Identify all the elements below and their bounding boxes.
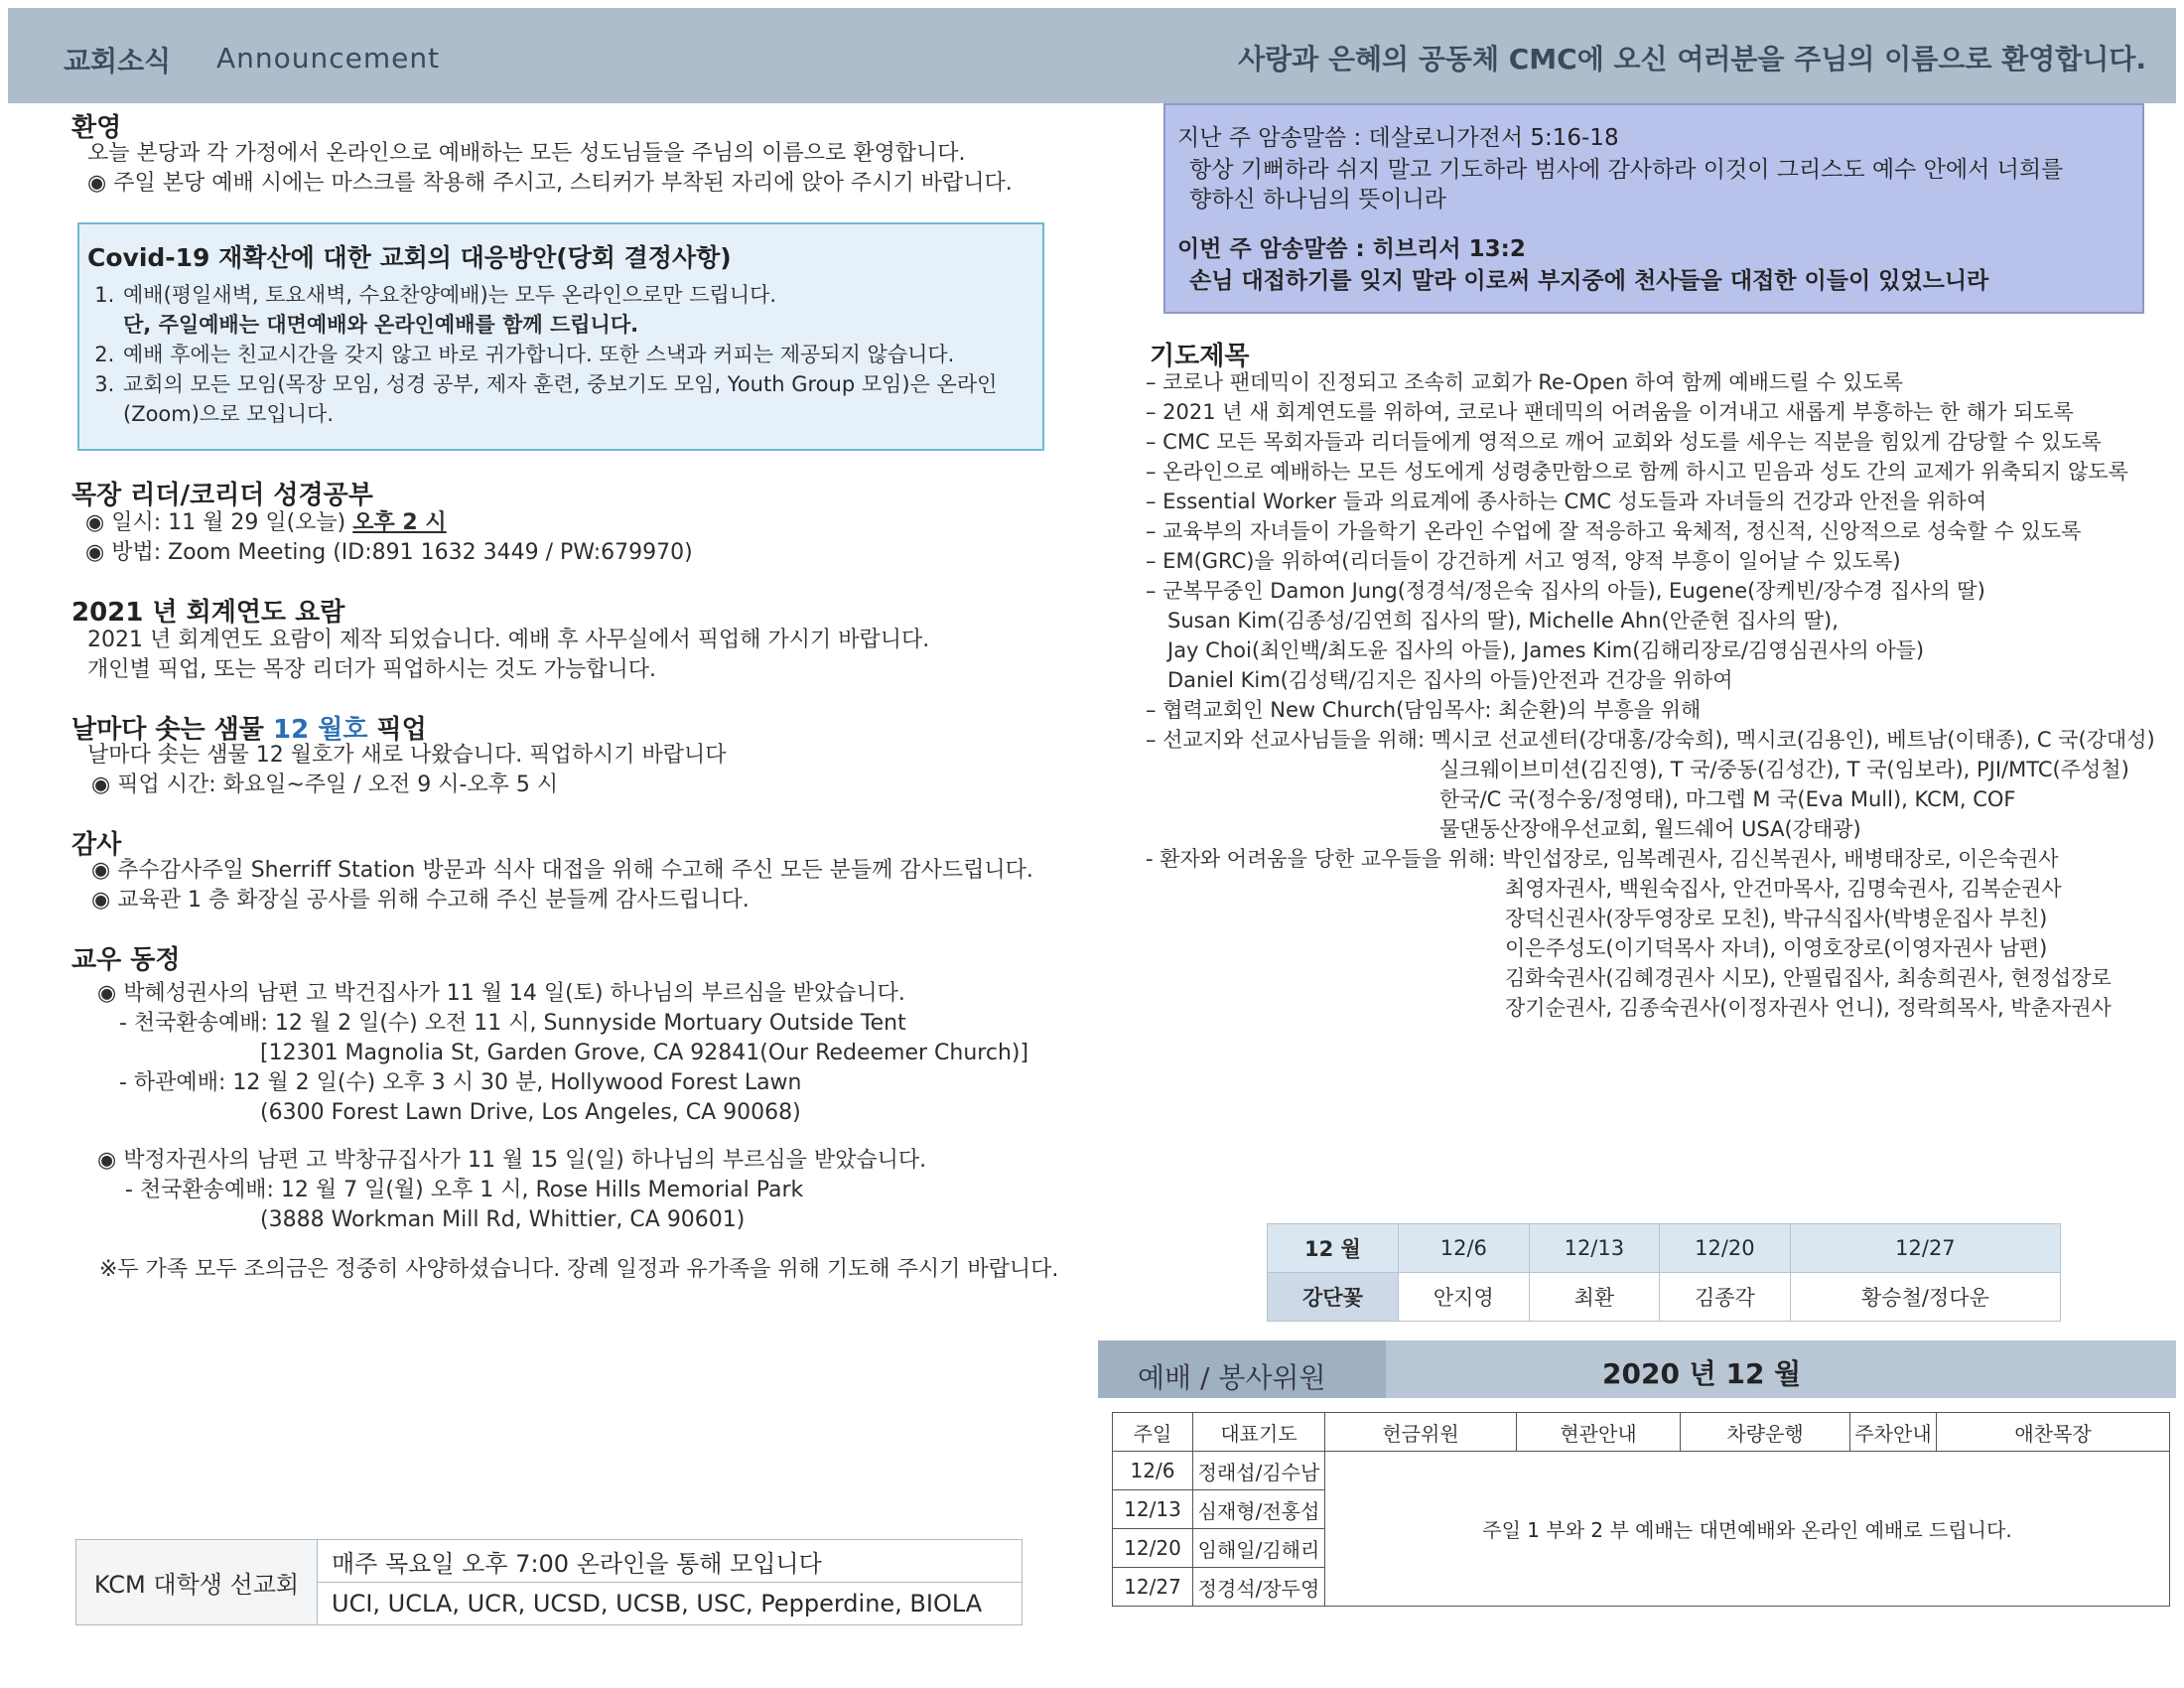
- service-prayer: 임해일/김해리: [1193, 1529, 1325, 1568]
- prayer-item: Susan Kim(김종성/김연희 집사의 딸), Michelle Ahn(안준현 집사의 딸),: [1167, 609, 1839, 633]
- prayer-item: – Essential Worker 들과 의료계에 종사하는 CMC 성도들과 자녀들의 건강과 안전을 위하여: [1146, 490, 1987, 513]
- memory-verse-box: [1163, 103, 2144, 314]
- news-a-3: [12301 Magnolia St, Garden Grove, CA 92841(Our Redeemer Church)]: [260, 1041, 1029, 1065]
- kcm-table: [75, 1539, 1023, 1625]
- service-header: 주일: [1113, 1413, 1193, 1452]
- kcm-row-2: UCI, UCLA, UCR, UCSD, UCSB, USC, Pepperdine, BIOLA: [318, 1583, 1023, 1625]
- flowers-date: 12/13: [1529, 1224, 1659, 1273]
- thanks-title: 감사: [71, 830, 122, 860]
- spring-title: 날마다 솟는 샘물 12 월호 픽업: [71, 715, 427, 745]
- service-date: 12/6: [1113, 1452, 1193, 1490]
- altar-flowers-table: [1267, 1223, 2061, 1322]
- leader-study-time: 오후 2 시: [352, 510, 447, 535]
- prayer-item: 최영자권사, 백원숙집사, 안건마목사, 김명숙권사, 김복순권사: [1505, 877, 2062, 901]
- covid-item-1-bold: 단, 주일예배는 대면예배와 온라인예배를 함께 드립니다.: [123, 313, 639, 337]
- prayer-list: [1146, 367, 2155, 1023]
- prayer-title: 기도제목: [1150, 342, 1250, 371]
- service-note: 주일 1 부와 2 부 예배는 대면예배와 온라인 예배로 드립니다.: [1325, 1452, 2170, 1607]
- kcm-row-1: 매주 목요일 오후 7:00 온라인을 통해 모입니다: [318, 1540, 1023, 1583]
- spring-line-2: ◉ 픽업 시간: 화요일~주일 / 오전 9 시-오후 5 시: [91, 771, 558, 800]
- yearbook-line-1: 2021 년 회계연도 요람이 제작 되었습니다. 예배 후 사무실에서 픽업해 가시기 바랍니다.: [87, 628, 930, 652]
- flowers-name: 최환: [1529, 1273, 1659, 1322]
- flowers-date: 12/6: [1398, 1224, 1529, 1273]
- news-b-2: - 천국환송예배: 12 월 7 일(월) 오후 1 시, Rose Hills Memorial Park: [125, 1178, 804, 1202]
- prayer-item: – 협력교회인 New Church(담임목사: 최순환)의 부흥을 위해: [1146, 698, 1702, 722]
- prayer-item: Daniel Kim(김성택/김지은 집사의 아들)안전과 건강을 위하여: [1167, 668, 1733, 692]
- thanks-line-1: ◉ 추수감사주일 Sherriff Station 방문과 식사 대접을 위해 수고해 주신 모든 분들께 감사드립니다.: [91, 856, 1033, 886]
- news-a-1: ◉ 박혜성권사의 남편 고 박건집사가 11 월 14 일(토) 하나님의 부르심을 받았습니다.: [97, 979, 905, 1009]
- news-a-4: - 하관예배: 12 월 2 일(수) 오후 3 시 30 분, Hollywood Forest Lawn: [119, 1070, 802, 1095]
- flowers-date: 12/27: [1790, 1224, 2060, 1273]
- service-date: 12/13: [1113, 1490, 1193, 1529]
- service-month: 2020 년 12 월: [1602, 1357, 1802, 1390]
- prayer-item: – 코로나 팬데믹이 진정되고 조속히 교회가 Re-Open 하여 함께 예배드릴 수 있도록: [1146, 370, 1904, 394]
- spring-line-1: 날마다 솟는 샘물 12 월호가 새로 나왔습니다. 픽업하시기 바랍니다: [87, 743, 727, 768]
- prayer-item: 물댄동산장애우선교회, 월드쉐어 USA(강태광): [1439, 817, 1861, 841]
- covid-list: [99, 280, 997, 429]
- flowers-date: 12/20: [1659, 1224, 1790, 1273]
- flowers-row-label: 강단꽃: [1268, 1273, 1399, 1322]
- news-b-3: (3888 Workman Mill Rd, Whittier, CA 90601): [260, 1207, 746, 1232]
- leader-study-method: ◉ 방법: Zoom Meeting (ID:891 1632 3449 / PW:679970): [85, 538, 693, 568]
- service-prayer: 정경석/장두영: [1193, 1568, 1325, 1607]
- yearbook-title: 2021 년 회계연도 요람: [71, 598, 345, 628]
- covid-notice-box: [77, 222, 1044, 451]
- news-b-1: ◉ 박정자권사의 남편 고 박창규집사가 11 월 15 일(일) 하나님의 부르심을 받았습니다.: [97, 1146, 926, 1176]
- welcome-line-1: 오늘 본당과 각 가정에서 온라인으로 예배하는 모든 성도님들을 주님의 이름으로 환영합니다.: [87, 141, 966, 166]
- prayer-item: – 2021 년 새 회계연도를 위하여, 코로나 팬데믹의 어려움을 이겨내고 새롭게 부흥하는 한 해가 되도록: [1146, 400, 2074, 424]
- service-date: 12/20: [1113, 1529, 1193, 1568]
- news-a-5: (6300 Forest Lawn Drive, Los Angeles, CA 90068): [260, 1100, 801, 1125]
- last-verse-text-1: 항상 기뻐하라 쉬지 말고 기도하라 범사에 감사하라 이것이 그리스도 예수 안에서 너희를: [1189, 157, 2064, 183]
- leader-study-date: ◉ 일시: 11 월 29 일(오늘) 오후 2 시: [85, 508, 447, 538]
- prayer-item: – 온라인으로 예배하는 모든 성도에게 성령충만함으로 함께 하시고 믿음과 성도 간의 교제가 위축되지 않도록: [1146, 460, 2128, 484]
- kcm-label: KCM 대학생 선교회: [76, 1540, 318, 1625]
- service-header: 헌금위원: [1325, 1413, 1517, 1452]
- service-section-bar: [1098, 1340, 2176, 1398]
- prayer-item: 장덕신권사(장두영장로 모친), 박규식집사(박병운집사 부친): [1505, 907, 2048, 930]
- thanks-line-2: ◉ 교육관 1 층 화장실 공사를 위해 수고해 주신 분들께 감사드립니다.: [91, 886, 750, 915]
- prayer-item: – 교육부의 자녀들이 가을학기 온라인 수업에 잘 적응하고 육체적, 정신적, 신앙적으로 성숙할 수 있도록: [1146, 519, 2082, 543]
- news-title: 교우 동정: [71, 945, 181, 975]
- welcome-title: 환영: [71, 113, 122, 143]
- news-note: ※두 가족 모두 조의금은 정중히 사양하셨습니다. 장례 일정과 유가족을 위해 기도해 주시기 바랍니다.: [99, 1257, 1059, 1282]
- header-welcome-text: 사랑과 은혜의 공동체 CMC에 오신 여러분을 주님의 이름으로 환영합니다.: [1238, 43, 2146, 75]
- covid-title: Covid-19 재확산에 대한 교회의 대응방안(당회 결정사항): [87, 243, 732, 272]
- prayer-item: – CMC 모든 목회자들과 리더들에게 영적으로 깨어 교회와 성도를 세우는 직분을 힘있게 감당할 수 있도록: [1146, 430, 2102, 454]
- service-roster-table: [1112, 1412, 2170, 1607]
- prayer-item: - 환자와 어려움을 당한 교우들을 위해: 박인섭장로, 임복례권사, 김신복권사, 배병태장로, 이은숙권사: [1146, 847, 2059, 871]
- service-header: 대표기도: [1193, 1413, 1325, 1452]
- prayer-item: Jay Choi(최인백/최도윤 집사의 아들), James Kim(김해리장로/김영심권사의 아들): [1167, 638, 1925, 662]
- prayer-item: 이은주성도(이기덕목사 자녀), 이영호장로(이영자권사 남편): [1505, 936, 2048, 960]
- service-header: 현관안내: [1517, 1413, 1681, 1452]
- yearbook-line-2: 개인별 픽업, 또는 목장 리더가 픽업하시는 것도 가능합니다.: [87, 657, 656, 682]
- last-verse-label: 지난 주 암송말씀 : 데살로니가전서 5:16-18: [1177, 125, 1619, 151]
- covid-item-2: 2. 예배 후에는 친교시간을 갖지 않고 바로 귀가합니다. 또한 스낵과 커피는 제공되지 않습니다.: [121, 340, 997, 369]
- service-header: 애찬목장: [1937, 1413, 2170, 1452]
- last-verse-text-2: 향하신 하나님의 뜻이니라: [1189, 187, 1447, 212]
- header-title: 교회소식: [64, 45, 172, 77]
- flowers-name: 황승철/정다운: [1790, 1273, 2060, 1322]
- prayer-item: 김화숙권사(김혜경권사 시모), 안필립집사, 최송희권사, 현정섭장로: [1505, 966, 2112, 990]
- header-bar: [8, 8, 2176, 103]
- welcome-line-2: ◉ 주일 본당 예배 시에는 마스크를 착용해 주시고, 스티커가 부착된 자리에 앉아 주시기 바랍니다.: [87, 169, 1013, 199]
- prayer-item: 한국/C 국(정수웅/정영태), 마그렙 M 국(Eva Mull), KCM, COF: [1439, 787, 2016, 811]
- prayer-item: 장기순권사, 김종숙권사(이정자권사 언니), 정락희목사, 박춘자권사: [1505, 996, 2112, 1020]
- service-header: 차량운행: [1681, 1413, 1850, 1452]
- service-date: 12/27: [1113, 1568, 1193, 1607]
- covid-item-1: 1. 예배(평일새벽, 토요새벽, 수요찬양예배)는 모두 온라인으로만 드립니다. 단, 주일예배는 대면예배와 온라인예배를 함께 드립니다.: [121, 280, 997, 340]
- prayer-item: 실크웨이브미션(김진영), T 국/중동(김성간), T 국(임보라), PJI/MTC(주성철): [1439, 758, 2129, 781]
- service-header: 주차안내: [1850, 1413, 1937, 1452]
- this-verse-text: 손님 대접하기를 잊지 말라 이로써 부지중에 천사들을 대접한 이들이 있었느니라: [1189, 268, 1989, 294]
- prayer-item: – 군복무중인 Damon Jung(정경석/정은숙 집사의 아들), Eugene(장케빈/장수경 집사의 딸): [1146, 579, 1985, 603]
- prayer-item: – 선교지와 선교사님들을 위해: 멕시코 선교센터(강대홍/강숙희), 멕시코(김용인), 베트남(이태종), C 국(강대성): [1146, 728, 2155, 752]
- prayer-item: – EM(GRC)을 위하여(리더들이 강건하게 서고 영적, 양적 부흥이 일어날 수 있도록): [1146, 549, 1901, 573]
- flowers-month: 12 월: [1268, 1224, 1399, 1273]
- service-prayer: 정래섭/김수남: [1193, 1452, 1325, 1490]
- this-verse-label: 이번 주 암송말씀 : 히브리서 13:2: [1177, 236, 1526, 262]
- service-prayer: 심재형/전홍섭: [1193, 1490, 1325, 1529]
- news-a-2: - 천국환송예배: 12 월 2 일(수) 오전 11 시, Sunnyside Mortuary Outside Tent: [119, 1011, 906, 1036]
- flowers-name: 김종각: [1659, 1273, 1790, 1322]
- service-section-title: 예배 / 봉사위원: [1138, 1361, 1326, 1394]
- flowers-name: 안지영: [1398, 1273, 1529, 1322]
- header-subtitle: Announcement: [216, 42, 441, 74]
- leader-study-title: 목장 리더/코리더 성경공부: [71, 481, 373, 510]
- covid-item-3: 3. 교회의 모든 모임(목장 모임, 성경 공부, 제자 훈련, 중보기도 모임, Youth Group 모임)은 온라인 (Zoom)으로 모입니다.: [121, 369, 997, 429]
